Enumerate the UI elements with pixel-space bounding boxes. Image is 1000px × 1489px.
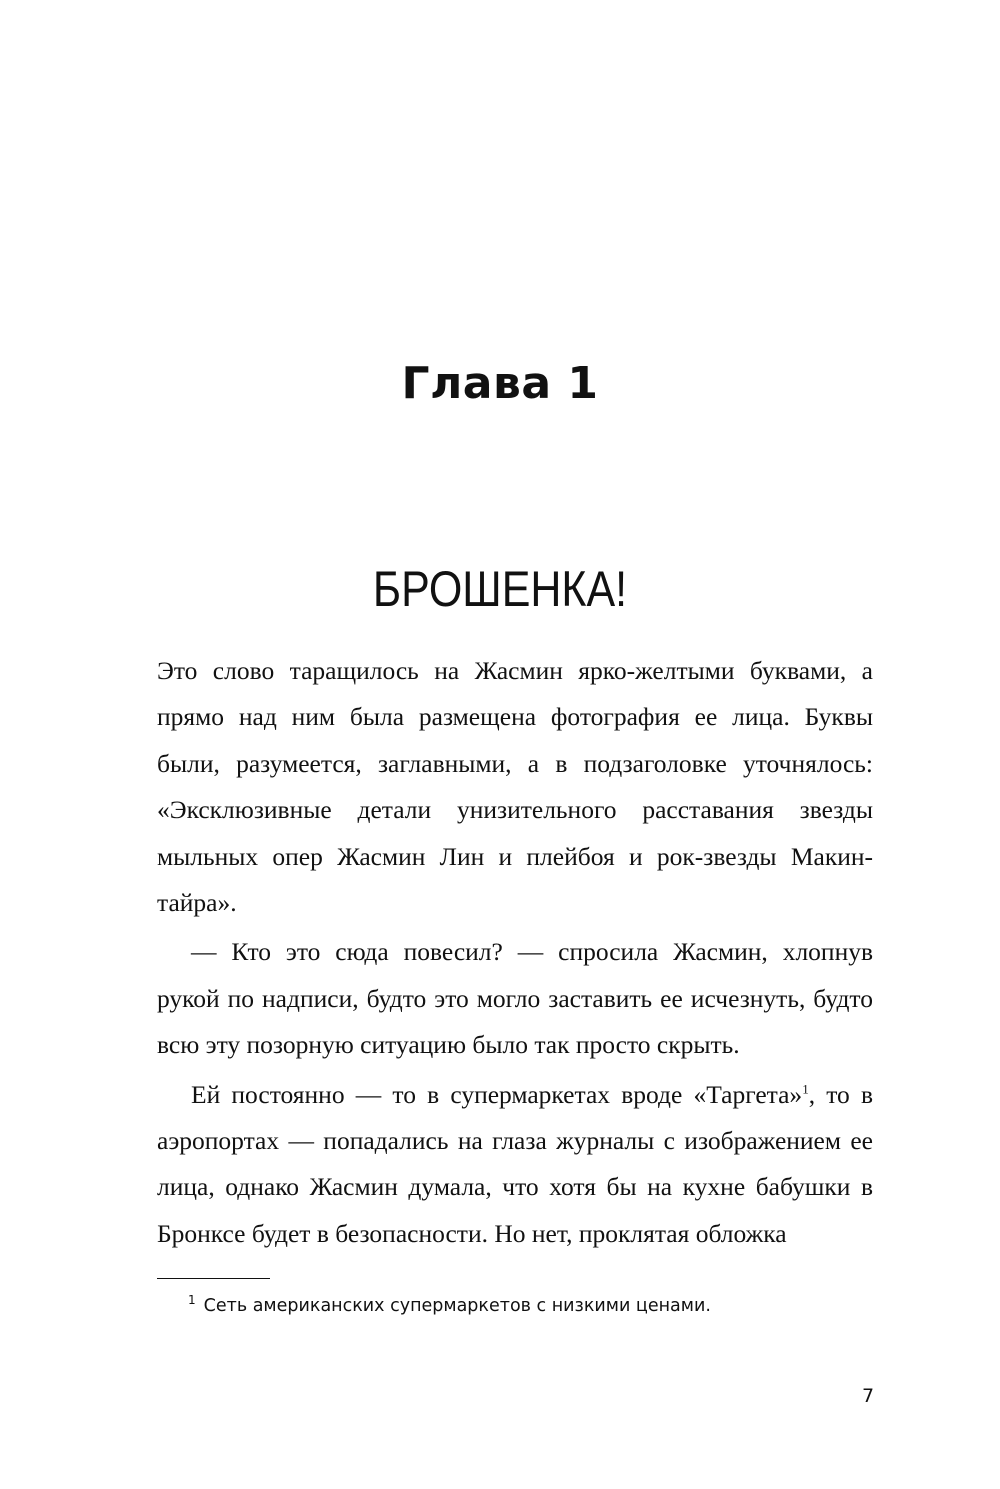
chapter-label: Глава 1 <box>401 358 599 409</box>
paragraph <box>157 1072 873 1258</box>
body-text <box>157 648 873 1257</box>
paragraph-text: , то в аэропортах — попадались на глаза журналы с изображением ее лица, однако Жасмин думала, что хотя бы на кухне бабушки в Бронксе будет в безопасности. Но нет, проклятая обложка <box>157 1079 873 1248</box>
footnote <box>188 1292 711 1320</box>
paragraph-text: Ей постоянно — то в супермаркетах вроде «Таргета» <box>191 1079 803 1109</box>
footnote-divider <box>157 1278 270 1279</box>
footnote-number: 1 <box>188 1293 196 1308</box>
page-number: 7 <box>862 1385 875 1407</box>
paragraph: Это слово таращилось на Жасмин ярко-желтыми буквами, а прямо над ним была размещена фотография ее лица. Буквы были, разумеется, заглавными, а в подзаголовке уточнялось: «Эксклюзивные детали унизительного расставания звезды мыльных опер Жасмин Лин и плейбоя и рок-звезды Макинтайра». <box>157 656 873 918</box>
paragraph: — Кто это сюда повесил? — спросила Жасмин, хлопнув рукой по надписи, будто это могло заставить ее исчезнуть, будто всю эту позорную ситуацию было так просто скрыть. <box>157 937 873 1060</box>
footnote-reference: 1 <box>802 1081 809 1097</box>
chapter-title: БРОШЕНКА! <box>372 561 628 617</box>
footnote-text: Сеть американских супермаркетов с низкими ценами. <box>203 1296 711 1316</box>
